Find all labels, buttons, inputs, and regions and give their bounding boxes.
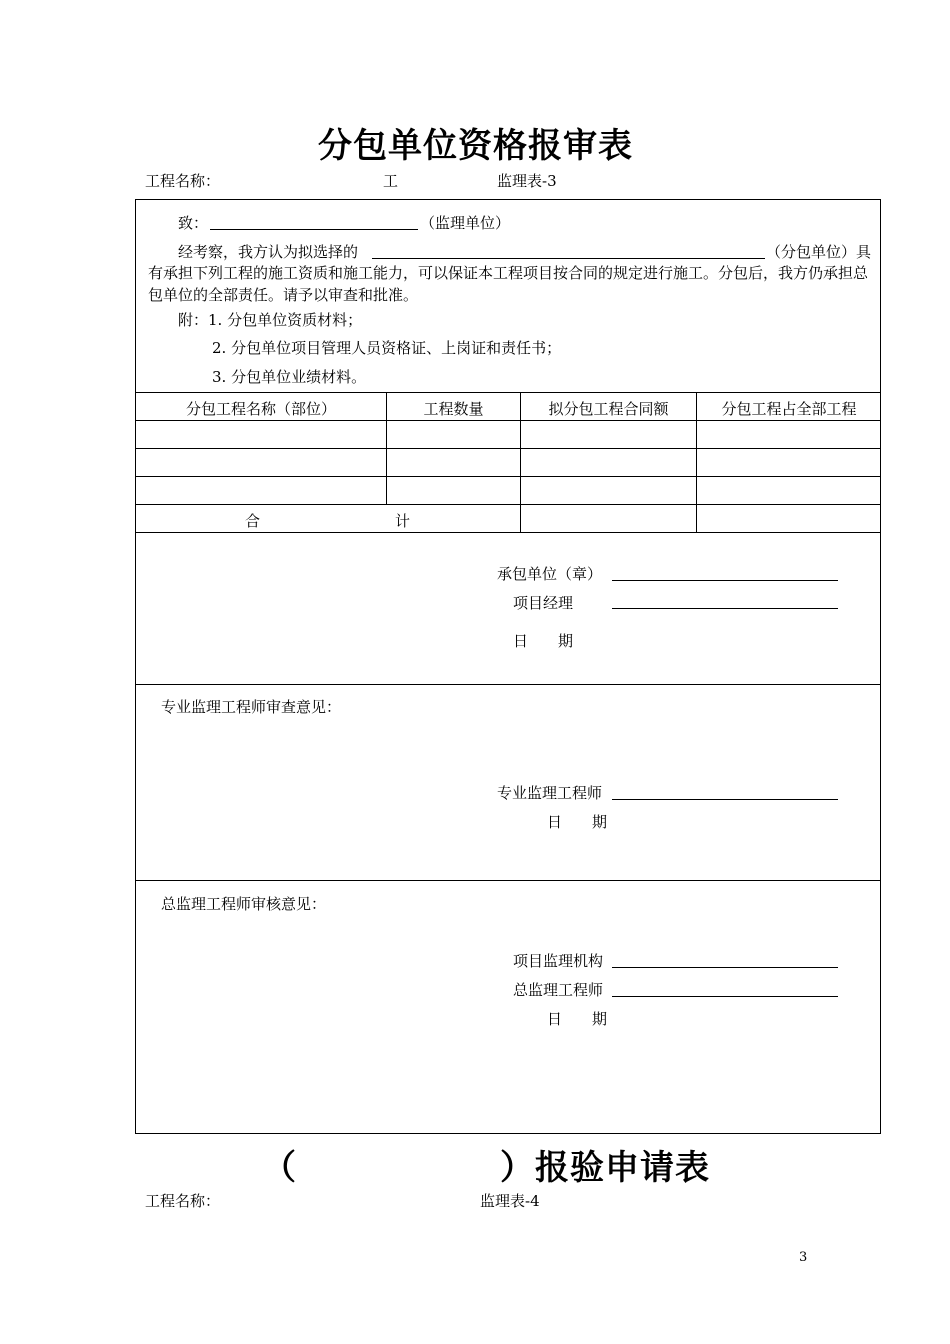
total-label-2: 计	[395, 512, 411, 530]
intro-prefix: 经考察，我方认为拟选择的	[178, 243, 359, 261]
specialist-review-heading: 专业监理工程师审查意见：	[161, 698, 342, 716]
contractor-unit-label: 承包单位（章）	[497, 565, 603, 583]
chief-engineer-label: 总监理工程师	[513, 981, 604, 999]
attachment-3: 3. 分包单位业绩材料。	[212, 368, 367, 386]
table-row[interactable]	[136, 421, 881, 448]
table-bottom-line	[135, 532, 881, 533]
page-number: 3	[799, 1250, 808, 1265]
table-row[interactable]	[136, 477, 881, 504]
specialist-engineer-label: 专业监理工程师	[497, 784, 603, 802]
table-header-contract-amount: 拟分包工程合同额	[548, 400, 669, 418]
supervision-org-label: 项目监理机构	[513, 952, 604, 970]
to-label: 致：	[178, 214, 209, 232]
form2-form-code: 监理表-4	[480, 1192, 540, 1210]
subcontractor-field[interactable]	[372, 258, 765, 259]
project-manager-label: 项目经理	[513, 594, 574, 612]
attachment-2: 2. 分包单位项目管理人员资格证、上岗证和责任书；	[212, 339, 562, 357]
form2-title-open: （	[262, 1148, 297, 1188]
specialist-date-label: 日 期	[547, 813, 608, 831]
table-row-line	[135, 504, 881, 505]
table-top-line	[135, 392, 881, 393]
supervisor-unit-field[interactable]	[210, 229, 418, 230]
contractor-date-label: 日 期	[513, 632, 574, 650]
table-header-name: 分包工程名称（部位）	[185, 400, 336, 418]
total-label-1: 合	[245, 512, 261, 530]
chief-date-label: 日 期	[547, 1010, 608, 1028]
form2-title-close: ）报验申请表	[500, 1148, 710, 1188]
table-row[interactable]	[136, 449, 881, 476]
project-name-label: 工程名称：	[145, 172, 221, 190]
specialist-engineer-field[interactable]	[612, 799, 838, 800]
project-name-value[interactable]: 工	[383, 172, 399, 190]
form-title: 分包单位资格报审表	[318, 126, 633, 166]
supervision-org-field[interactable]	[612, 967, 838, 968]
to-suffix: （监理单位）	[420, 214, 511, 232]
attachment-1: 附：1. 分包单位资质材料；	[178, 311, 363, 329]
intro-body: 有承担下列工程的施工资质和施工能力，可以保证本工程项目按合同的规定进行施工。分包后，我方仍承担总包单位的全部责任。请予以审查和批准。	[148, 264, 869, 304]
chief-review-heading: 总监理工程师审核意见：	[161, 895, 327, 913]
intro-suffix: （分包单位）具	[766, 243, 872, 261]
table-header-percentage: 分包工程占全部工程	[721, 400, 857, 418]
contractor-unit-field[interactable]	[612, 580, 838, 581]
table-header-quantity: 工程数量	[423, 400, 484, 418]
project-manager-field[interactable]	[612, 608, 838, 609]
chief-engineer-field[interactable]	[612, 996, 838, 997]
form2-project-name-label: 工程名称：	[145, 1192, 221, 1210]
form-code: 监理表-3	[497, 172, 557, 190]
section-divider	[135, 880, 881, 881]
section-divider	[135, 684, 881, 685]
